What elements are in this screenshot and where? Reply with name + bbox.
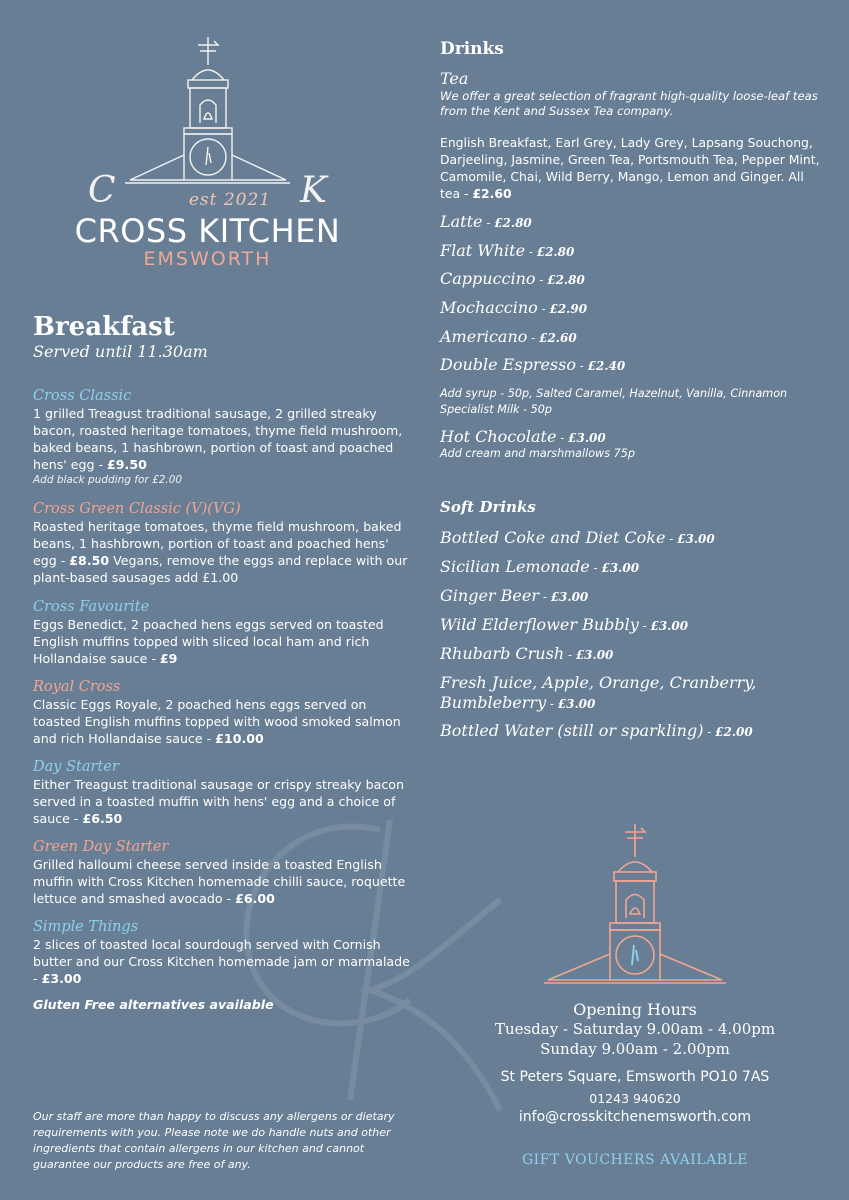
drink-price: £3.00: [568, 431, 606, 445]
clocktower-logo-icon: [120, 35, 290, 195]
address: St Peters Square, Emsworth PO10 7AS: [500, 1069, 770, 1085]
drink-price: £2.00: [715, 725, 753, 739]
drink-ginger-beer: Ginger Beer - £3.00: [440, 586, 589, 605]
drink-rhubarb-crush: Rhubarb Crush - £3.00: [440, 644, 614, 663]
drink-price: £2.60: [539, 331, 577, 345]
menu-item-cross-favourite: [33, 598, 413, 667]
drink-coke: Bottled Coke and Diet Coke - £3.00: [440, 528, 715, 547]
soft-drinks-heading: Soft Drinks: [440, 498, 536, 516]
phone-number[interactable]: 01243 940620: [589, 1091, 681, 1106]
menu-item-price: £9.50: [107, 457, 147, 472]
menu-item-green-day-starter: [33, 838, 413, 907]
menu-item-desc: Either Treagust traditional sausage or crispy streaky bacon served in a toasted muffin with hens' egg and a choice of sauce - £6.50: [33, 777, 404, 826]
menu-item-desc: 2 slices of toasted local sourdough served with Cornish butter and our Cross Kitchen homemade jam or marmalade - £3.00: [33, 937, 410, 986]
menu-item-cross-classic: [33, 387, 413, 486]
drink-americano: Americano - £2.60: [440, 327, 577, 346]
menu-item-name: Day Starter: [33, 759, 119, 775]
logo-monogram-c: C: [88, 170, 116, 211]
logo-business-name: CROSS KITCHEN: [74, 212, 341, 250]
menu-item-name: Cross Favourite: [33, 599, 150, 615]
menu-item-desc: Classic Eggs Royale, 2 poached hens eggs served on toasted English muffins topped with wood smoked salmon and rich Hollandaise sauce - £10.00: [33, 697, 401, 746]
menu-item-name: Cross Classic: [33, 388, 132, 404]
opening-hours-sunday: Sunday 9.00am - 2.00pm: [540, 1040, 730, 1058]
drink-price: £3.00: [550, 590, 589, 604]
gift-vouchers-banner: GIFT VOUCHERS AVAILABLE: [521, 1152, 748, 1168]
drink-sicilian-lemonade: Sicilian Lemonade - £3.00: [440, 557, 640, 576]
menu-item-name: Cross Green Classic (V)(VG): [33, 501, 241, 517]
menu-item-note: Add black pudding for £2.00: [33, 474, 183, 486]
menu-item-name: Green Day Starter: [33, 839, 169, 855]
menu-item-cross-green-classic: [33, 500, 413, 586]
drink-price: £3.00: [557, 697, 596, 711]
drink-price: £2.80: [536, 245, 575, 259]
tea-heading: Tea: [440, 69, 469, 88]
breakfast-heading: Breakfast: [33, 312, 175, 342]
menu-item-desc: Eggs Benedict, 2 poached hens eggs served on toasted English muffins topped with sliced local ham and rich Hollandaise sauce - £9: [33, 617, 384, 666]
menu-item-price: £3.00: [41, 971, 82, 986]
drinks-heading: Drinks: [440, 39, 504, 59]
menu-item-price: £9: [159, 651, 178, 666]
menu-item-day-starter: [33, 758, 413, 827]
email-address[interactable]: info@crosskitchenemsworth.com: [518, 1109, 752, 1125]
opening-hours-weekdays: Tuesday - Saturday 9.00am - 4.00pm: [494, 1020, 776, 1038]
drink-hot-chocolate: Hot Chocolate - £3.00: [440, 427, 606, 446]
menu-item-price: £6.50: [82, 811, 123, 826]
drink-price: £2.80: [494, 216, 532, 230]
logo-location: EMSWORTH: [143, 248, 272, 270]
drink-elderflower: Wild Elderflower Bubbly - £3.00: [440, 615, 689, 634]
menu-item-royal-cross: [33, 678, 413, 747]
drink-price: £3.00: [650, 619, 689, 633]
drink-fresh-juice-line2: Bumbleberry - £3.00: [440, 693, 596, 712]
tea-price: £2.60: [472, 186, 512, 201]
drink-fresh-juice: Fresh Juice, Apple, Orange, Cranberry,: [440, 673, 757, 692]
milk-note: Specialist Milk - 50p: [440, 403, 553, 416]
menu-item-name: Simple Things: [33, 919, 139, 935]
menu-item-price: £10.00: [215, 731, 264, 746]
menu-item-desc: Grilled halloumi cheese served inside a toasted English muffin with Cross Kitchen homemade chilli sauce, roquette lettuce and smashed avocado - £6.00: [33, 857, 406, 906]
opening-hours-heading: Opening Hours: [573, 1000, 697, 1019]
tea-list: English Breakfast, Earl Grey, Lady Grey, Lapsang Souchong, Darjeeling, Jasmine, Green Tea, Portsmouth Tea, Pepper Mint, Camomile, Chai, Wild Berry, Mango, Lemon and Ginger. All tea - £2.60: [440, 135, 820, 201]
drink-mochaccino: Mochaccino - £2.90: [440, 298, 588, 317]
logo-monogram-k: K: [300, 170, 327, 211]
drink-price: £2.90: [549, 302, 588, 316]
drink-flat-white: Flat White - £2.80: [440, 241, 575, 260]
hot-chocolate-note: Add cream and marshmallows 75p: [440, 447, 635, 460]
allergen-disclaimer: Our staff are more than happy to discuss any allergens or dietary requirements with you. Please note we do handle nuts and other ingredients that contain allergens in our kitchen and cannot guarantee our products are free of any.: [33, 1110, 395, 1171]
drink-latte: Latte - £2.80: [440, 212, 532, 231]
menu-item-desc: 1 grilled Treagust traditional sausage, 2 grilled streaky bacon, roasted heritage tomatoes, thyme field mushroom, baked beans, 1 hashbrown, portion of toast and poached hens' egg - £9.50: [33, 406, 403, 472]
tea-intro: We offer a great selection of fragrant high-quality loose-leaf teas from the Kent and Sussex Tea company.: [440, 89, 818, 118]
drink-bottled-water: Bottled Water (still or sparkling) - £2.00: [440, 721, 753, 740]
drink-price: £3.00: [677, 532, 715, 546]
drink-price: £3.00: [575, 648, 614, 662]
menu-item-price: £8.50: [69, 553, 110, 568]
drink-price: £3.00: [601, 561, 640, 575]
menu-item-name: Royal Cross: [33, 679, 121, 695]
logo-est-year: est 2021: [188, 190, 272, 210]
drink-price: £2.40: [587, 359, 626, 373]
drink-cappuccino: Cappuccino - £2.80: [440, 269, 585, 288]
breakfast-subtitle: Served until 11.30am: [33, 342, 208, 361]
syrup-note: Add syrup - 50p, Salted Caramel, Hazelnut, Vanilla, Cinnamon: [440, 387, 788, 400]
menu-item-desc: Roasted heritage tomatoes, thyme field mushroom, baked beans, 1 hashbrown, portion of toast and poached hens' egg - £8.50 Vegans, remove the eggs and replace with our plant-based sausages add £1.00: [33, 519, 408, 585]
gluten-free-note: Gluten Free alternatives available: [33, 997, 274, 1012]
menu-item-price: £6.00: [235, 891, 275, 906]
drink-price: £2.80: [547, 273, 585, 287]
menu-item-simple-things: [33, 918, 413, 987]
clocktower-illustration-icon: [540, 822, 730, 992]
drink-double-espresso: Double Espresso - £2.40: [440, 355, 626, 374]
